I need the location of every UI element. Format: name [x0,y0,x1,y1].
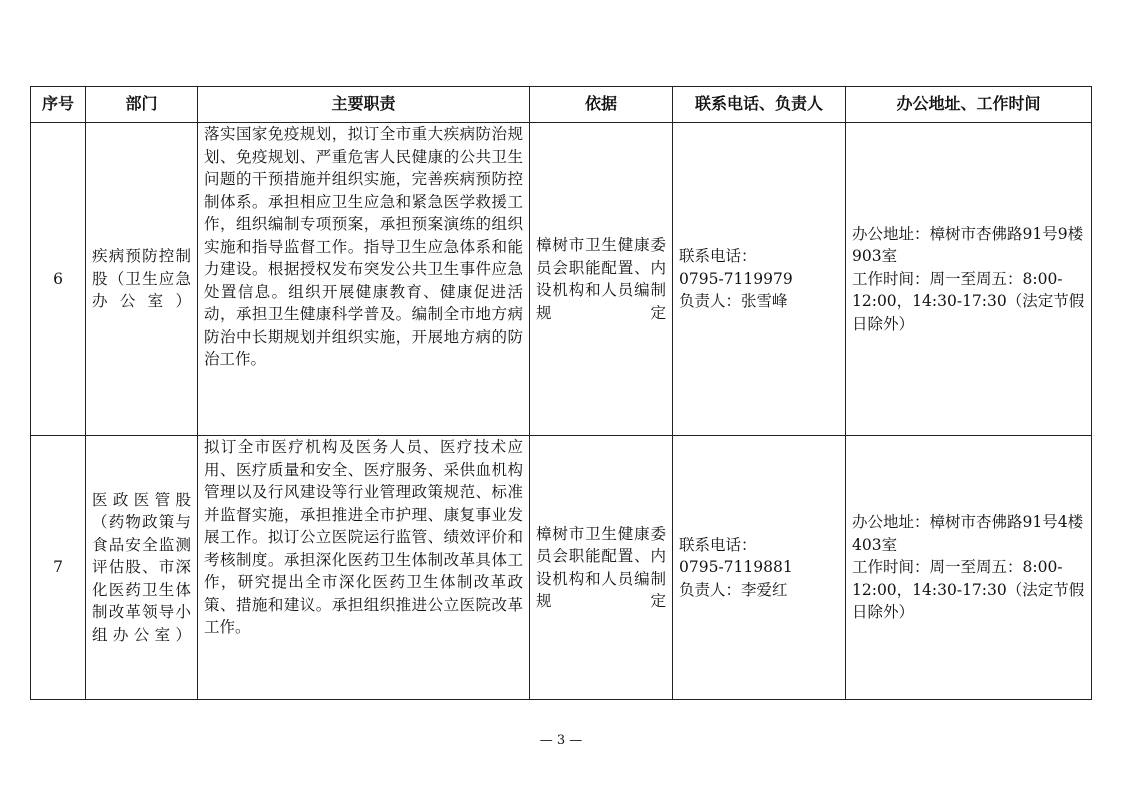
person-in-charge: 负责人：张雪峰 [679,292,788,311]
table-header-row [31,87,1092,123]
header-dept: 部门 [86,87,198,123]
phone-label: 联系电话： [679,535,757,554]
phone-number: 0795-7119881 [679,558,793,577]
header-basis: 依据 [530,87,673,123]
row-address [846,123,1092,436]
row-duties: 拟订全市医疗机构及医务人员、医疗技术应用、医疗质量和安全、医疗服务、采供血机构管理以及行风建设等行业管理政策规范、标准并监督实施，承担推进全市护理、康复事业发展工作。拟订公立医院运行监管、绩效评价和考核制度。承担深化医药卫生体制改革具体工作，研究提出全市深化医药卫生体制改革政策、措施和建议。承担组织推进公立医院改革工作。 [198,436,530,700]
header-duties: 主要职责 [198,87,530,123]
row-seq: 6 [31,123,86,436]
row-duties: 落实国家免疫规划，拟订全市重大疾病防治规划、免疫规划、严重危害人民健康的公共卫生问题的干预措施并组织实施，完善疾病预防控制体系。承担相应卫生应急和紧急医学救援工作，组织编制专项预案，承担预案演练的组织实施和指导监督工作。指导卫生应急体系和能力建设。根据授权发布突发公共卫生事件应急处置信息。组织开展健康教育、健康促进活动，承担卫生健康科学普及。编制全市地方病防治中长期规划并组织实施，开展地方病的防治工作。 [198,123,530,436]
office-address: 办公地址：樟树市杏佛路91号9楼903室 [852,224,1084,266]
office-hours: 工作时间：周一至周五：8:00-12:00，14:30-17:30（法定节假日除外） [852,269,1085,333]
person-in-charge: 负责人：李爱红 [679,580,788,599]
row-dept: 疾病预防控制股（卫生应急办公室） [86,123,198,436]
row-basis: 樟树市卫生健康委员会职能配置、内设机构和人员编制规定 [530,436,673,700]
responsibility-table [30,86,1092,700]
row-contact [673,436,846,700]
table-row [31,123,1092,436]
header-address: 办公地址、工作时间 [846,87,1092,123]
office-hours: 工作时间：周一至周五：8:00-12:00，14:30-17:30（法定节假日除外） [852,558,1085,622]
header-contact: 联系电话、负责人 [673,87,846,123]
phone-number: 0795-7119979 [679,269,793,288]
header-seq: 序号 [31,87,86,123]
office-address: 办公地址：樟树市杏佛路91号4楼403室 [852,513,1084,554]
phone-label: 联系电话： [679,247,757,266]
row-contact [673,123,846,436]
page-number: — 3 — [539,733,583,748]
row-dept: 医政医管股（药物政策与食品安全监测评估股、市深化医药卫生体制改革领导小组办公室） [86,436,198,700]
row-basis: 樟树市卫生健康委员会职能配置、内设机构和人员编制规定 [530,123,673,436]
row-address [846,436,1092,700]
row-seq: 7 [31,436,86,700]
table-row [31,436,1092,700]
